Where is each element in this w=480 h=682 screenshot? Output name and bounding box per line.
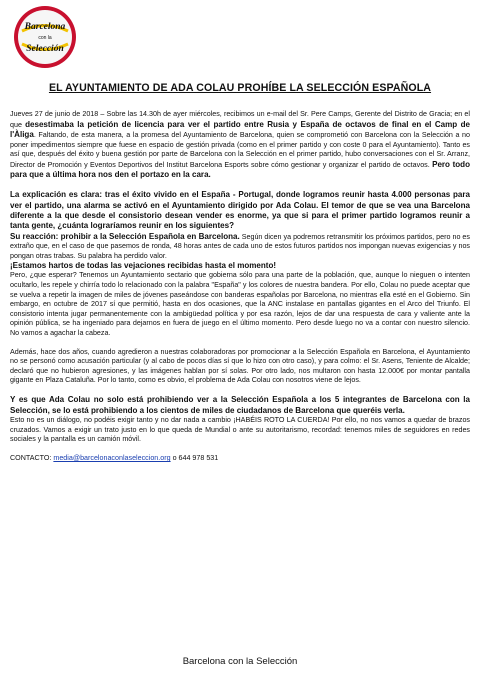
- heading-hartos: ¡Estamos hartos de todas las vejaciones recibidas hasta el momento!: [10, 261, 277, 271]
- contact-label: CONTACTO:: [10, 454, 54, 463]
- intro-bold-1: desestimaba la petición de licencia para ver el partido entre Rusia y España de octavos de final en el Camp de l'Àliga: [10, 119, 470, 140]
- reaction-text: Según dicen ya podremos retransmitir los próximos partidos, pero no es extraño que, en el caso de que pasemos de ronda, 48 horas antes de cada uno de estos futuros partidos nos impongan nuevas exigencias y nos pongan otras trabas. Su palabra ha perdido valor.: [10, 232, 470, 260]
- logo-badge: [12, 4, 78, 70]
- paragraph-dialogue: Esto no es un diálogo, no podéis exigir tanto y no dar nada a cambio ¡HABÉIS ROTO LA CUERDA! Por ello, no nos vamos a quedar de brazos cruzados. Vamos a exigir un trato justo en lo que queda de Mundial o ante su autoritarismo, recordad: tenemos miles de seguidores en redes sociales y la pantalla es un camión móvil.: [10, 416, 470, 444]
- logo-top-text: Barcelona: [24, 22, 66, 32]
- intro-text-1: Jueves 27 de junio de 2018 – Sobre las 14.30h de ayer miércoles, recibimos un e-mail del Sr. Pere Camps, Gerente del Distrito de Gracia; en el que: [10, 110, 470, 129]
- paragraph-history: Además, hace dos años, cuando agredieron a nuestras colaboradoras por promocionar a la Selección Española en Barcelona, el Ayuntamiento no se personó como acusación particular (y al cabo de pocos días sí que lo hizo con otro caso), y para colmo: el Sr. Asens, Teniente de Alcalde; declaró que no hubieron agresiones, y las imágenes hablan por sí solas. Por otro lado, nos multaron con hasta 12.000€ por montar pantalla gigante en Plaza Cataluña. Por lo tanto, como es obvio, el problema de Ada Colau con nosotros viene de lejos.: [10, 347, 470, 385]
- paragraph-prohibition: Y es que Ada Colau no solo está prohibiendo ver a la Selección Española a los 5 integrantes de Barcelona con la Selección, se lo está prohibiendo a los cientos de miles de ciudadanos de Barcelona que queréis verla.: [10, 395, 470, 415]
- contact-phone: o 644 978 531: [170, 454, 219, 463]
- page-title: EL AYUNTAMIENTO DE ADA COLAU PROHÍBE LA SELECCIÓN ESPAÑOLA: [48, 82, 432, 94]
- reaction-heading: Su reacción: prohibir a la Selección Española en Barcelona.: [10, 231, 240, 241]
- logo-bottom-text: Selección: [26, 44, 64, 54]
- article-body: [10, 110, 470, 464]
- contact-line: [10, 454, 470, 464]
- logo: [12, 4, 78, 70]
- paragraph-intro: [10, 110, 470, 181]
- paragraph-reaction: [10, 232, 470, 262]
- paragraph-sectarian: Pero, ¿que esperar? Tenemos un Ayuntamiento sectario que gobierna sólo para una parte de la población, que, aunque lo nieguen o intenten ocultarlo, les repele y chirría todo lo relacionado con la palabra "España" y los colores de nuestra bandera. Por ello, Colau no puede aceptar que se vuelva a repetir la imagen de miles de jóvenes paseándose con banderas españolas por Barcelona, no mientras ella esté en el Gobierno. Sin embargo, en octubre de 2017 sí que permitió, hasta en dos ocasiones, que la ANC instalase en pantallas gigantes en el Arco del Triunfo. El consistorio intenta jugar permanentemente con la ambigüedad política y por esa razón, lejos de dar una respuesta de cara y valiente ante la opinión pública, se ha ingeniado para dejarnos en fuera de juego en el último momento. Pero desde luego no va a contar con nuestro silencio. No vamos a agachar la cabeza.: [10, 271, 470, 337]
- contact-email-link[interactable]: media@barcelonaconlaseleccion.org: [53, 454, 171, 463]
- footer-signature: Barcelona con la Selección: [182, 656, 298, 667]
- intro-text-2: . Faltando, de esta manera, a la promesa del Ayuntamiento de Barcelona, quien se comprometió con Barcelona con la Selección a no poner impedimentos siempre que fuese en espacio de gestión privada (como en el primer partido y con coste 0 para el Ayuntamiento). Tanto es así que, después del éxito y buena gestión por parte de Barcelona con la Selección en el primer partido, hubo conversaciones con el Sr. Arranz, Director de Promoción y Eventos Deportivos del Institut Barcelona Esports sobre cómo gestionar y organizar el partido de octavos.: [10, 131, 470, 169]
- logo-middle-text: con la: [38, 35, 52, 41]
- intro-bold-2: Pero todo para que a última hora nos den el portazo en la cara.: [10, 159, 470, 180]
- paragraph-explanation: La explicación es clara: tras el éxito vivido en el España - Portugal, donde logramos reunir hasta 4.000 personas para ver el partido, una alarma se activó en el Ayuntamiento dirigido por Ada Colau. El temor de que se vea una Barcelona diferente a la que desde el consistorio desean vender es enorme, ya que si para el primer partido logramos reunir a tanta gente, ¿cuánta lograríamos reunir en los siguientes?: [10, 190, 470, 231]
